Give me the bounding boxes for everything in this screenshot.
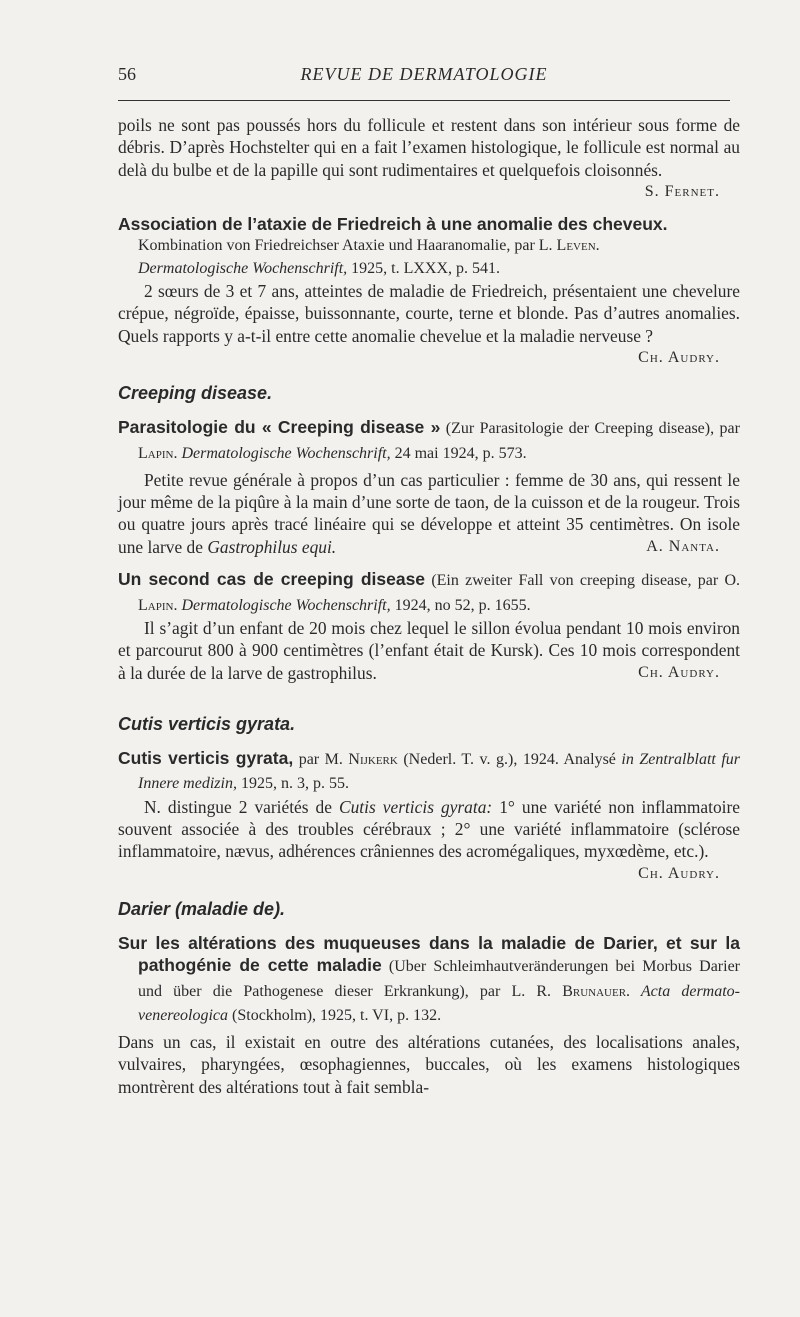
signature: Ch. Audry. [638,663,720,681]
article-text-body: 1° une variété non inflammatoire souvent associée à des troubles cérébraux ; 2° une variété inflammatoire (sclérose inflammatoire, nævus, adhérences crâniennes des acromégaliques, myxœdème, etc.). [118,796,740,862]
article-source [118,235,740,280]
signature: S. Fernet. [644,182,720,200]
species-name: Gastrophilus equi. [207,536,337,557]
reference: 1925, n. 3, p. 55. [236,775,349,793]
signature: A. Nanta. [646,538,720,556]
author-name: Nijkerk [348,751,398,769]
page-number: 56 [118,64,136,84]
article-title: Association de l’ataxie de Friedreich à une anomalie des cheveux. [118,214,668,235]
article-text: 2 sœurs de 3 et 7 ans, atteintes de maladie de Friedreich, présentaient une chevelure crépue, négroïde, épaisse, buissonnante, courte, terne et blonde. Pas d’autres anomalies. Quels rapports y a-t-il entre cette anomalie chevelue et la maladie nerveuse ? [118,281,740,346]
article-heading [118,568,740,617]
signature: Ch. Audry. [638,348,720,366]
header-rule [118,100,730,101]
journal-name: Dermatologische Wochenschrift, [177,444,391,462]
section-heading: Darier (maladie de). [118,898,286,919]
reference: (Stockholm), 1925, t. VI, p. 132. [228,1006,442,1024]
journal-name: in Zentralblatt fur Innere medizin, [138,751,741,793]
reference: 24 mai 1924, p. 573. [390,444,527,462]
journal-name: Acta dermato-venereologica [138,982,741,1024]
section-heading: Creeping disease. [118,383,273,404]
article-text [118,796,740,863]
page-body [118,114,740,1098]
article-title: Parasitologie du « Creeping disease » [118,417,441,438]
section-heading: Cutis verticis gyrata. [118,714,296,735]
source-text: (Uber Schleimhautveränderungen bei Morbus Darier und über die Pathogenese dieser Erkrankung), par L. R. [138,958,741,1000]
source-text: (Zur Parasitologie der Creeping disease), par [440,420,740,438]
source-text: par M. [293,751,349,769]
article-title: Sur les altérations des muqueuses dans la maladie de Darier, et sur la pathogénie de cette maladie [118,932,740,976]
reference: 1925, t. LXXX, p. 541. [347,259,501,277]
article-text: Dans un cas, il existait en outre des altérations cutanées, des localisations anales, vulvaires, pharyngées, œsophagiennes, buccales, où les examens histologiques montrèrent des altérations tout à fait sembla- [118,1032,740,1097]
author-name: L. Leven. [538,237,600,255]
author-name: Lapin. [138,444,178,462]
reference: 1924, no 52, p. 1655. [390,596,531,614]
author-name: Brunauer. [562,982,631,1000]
continued-paragraph: poils ne sont pas poussés hors du follicule et restent dans son intérieur sous forme de débris. D’après Hochstelter qui en a fait l’examen histologique, le follicule est normal au delà du bulbe et de la papille qui sont rudimentaires et quelquefois cloisonnés. [118,115,740,180]
source-text: Kombination von Friedreichser Ataxie und Haaranomalie, par [138,237,539,255]
article-heading [118,932,740,1027]
page-header [118,64,730,90]
journal-name: Dermatologische Wochenschrift, [138,259,348,277]
signature: Ch. Audry. [638,864,720,882]
article-heading [118,747,740,796]
reference: (Nederl. T. v. g.), 1924. Analysé [397,751,622,769]
journal-name: Dermatologische Wochenschrift, [177,596,391,614]
author-name: Lapin. [138,596,178,614]
source-text: (Ein zweiter Fall von creeping disease, par O. [425,572,741,590]
article-text-body: N. distingue 2 variétés de [144,796,340,817]
running-title: REVUE DE DERMATOLOGIE [300,64,548,84]
article-heading [118,213,740,235]
article-text-body: Petite revue générale à propos d’un cas particulier : femme de 30 ans, qui ressent le jour même de la piqûre à la main d’une sorte de taon, de la cuisson et de la rougeur. Trois ou quatre jours après tracé linéaire qui se développe et atteint 35 centimètres. On isole une larve de [118,469,740,557]
article-title: Cutis verticis gyrata, [118,748,294,769]
term: Cutis verticis gyrata: [339,796,493,817]
article-text: Il s’agit d’un enfant de 20 mois chez lequel le sillon évolua pendant 10 mois environ et parcourut 800 à 900 centimètres (l’enfant était de Kursk). Ces 10 mois correspondent à la durée de la larve de gastrophilus. [118,617,740,683]
article-heading [118,416,740,465]
article-title: Un second cas de creeping disease [118,569,426,590]
